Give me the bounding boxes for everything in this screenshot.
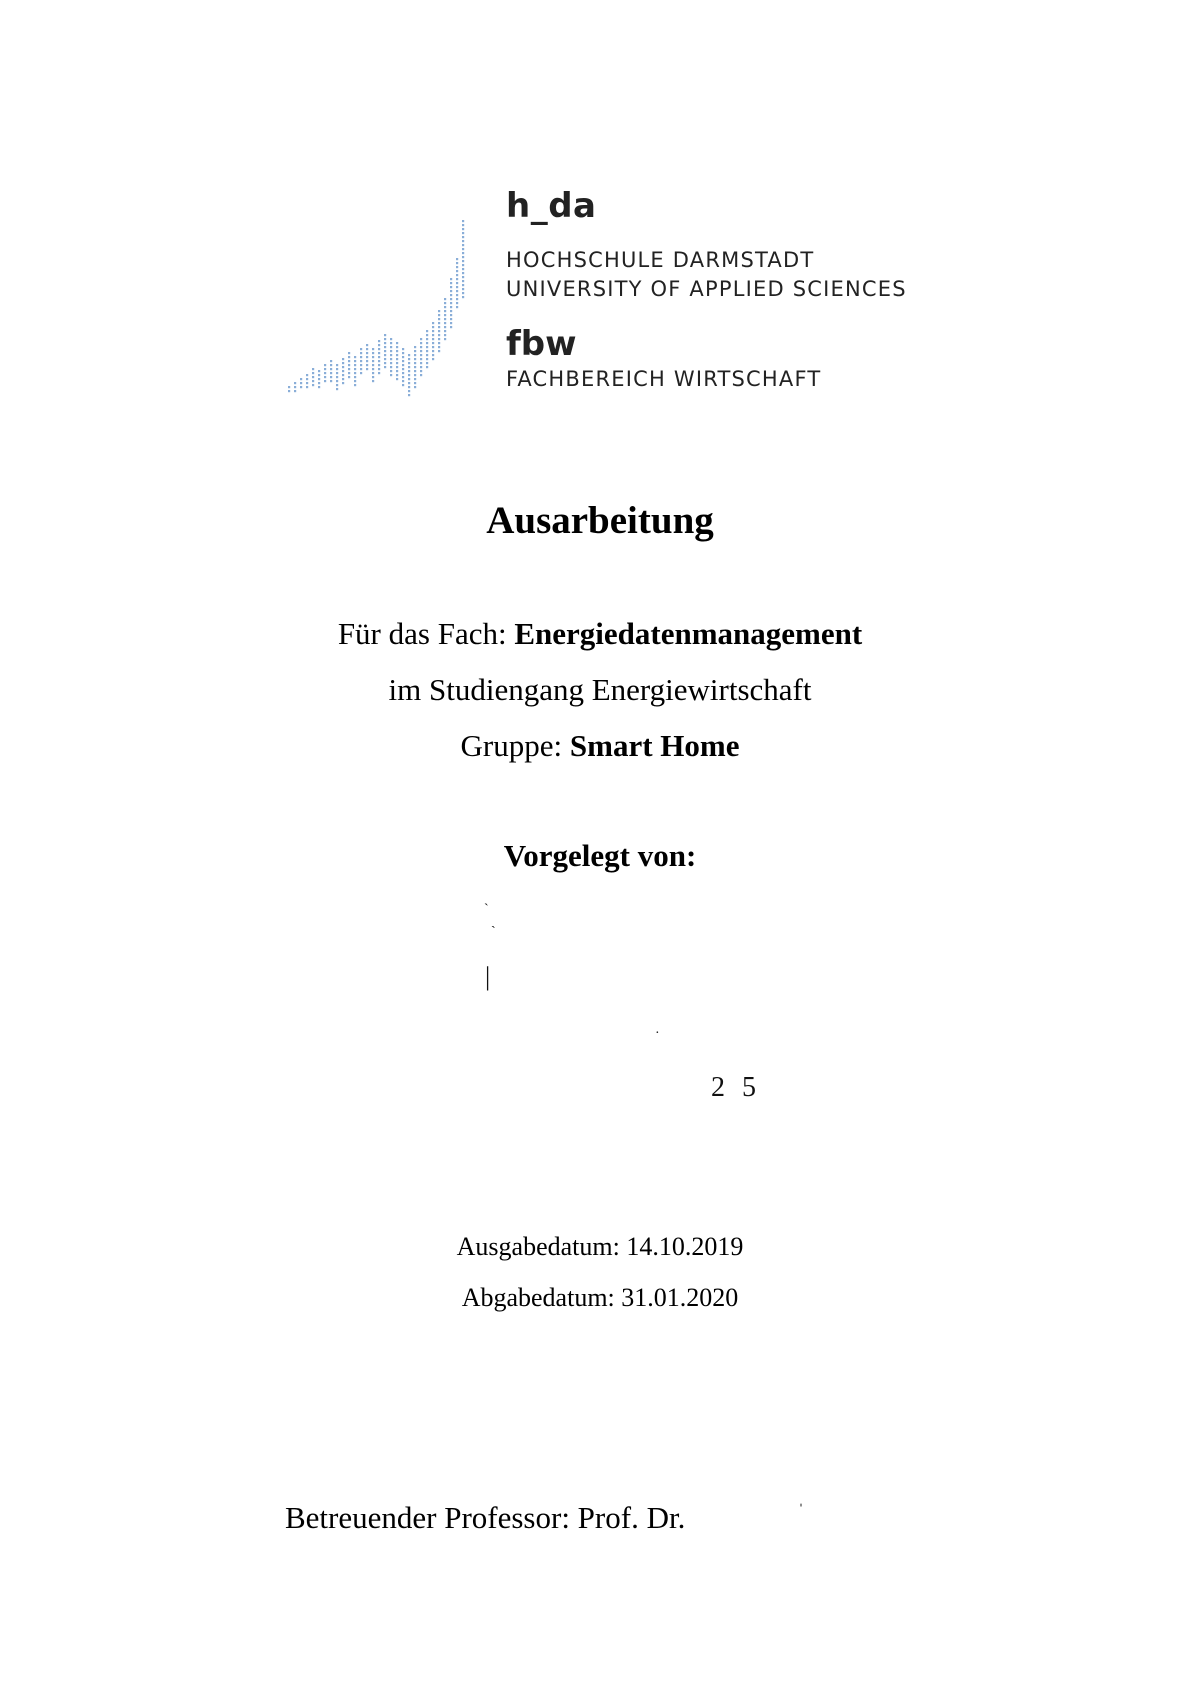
logo-dot <box>318 374 320 376</box>
logo-dot <box>408 394 410 396</box>
logo-dot <box>402 348 404 350</box>
supervising-professor: Betreuender Professor: Prof. Dr. <box>285 1500 686 1535</box>
logo-department: FACHBEREICH WIRTSCHAFT <box>506 367 822 391</box>
logo-dot <box>396 370 398 372</box>
logo-dot <box>354 376 356 378</box>
logo-dot <box>456 262 458 264</box>
logo-dot <box>402 372 404 374</box>
logo-dot <box>312 380 314 382</box>
logo-dot <box>408 374 410 376</box>
logo-dot <box>330 360 332 362</box>
logo-dot <box>456 286 458 288</box>
logo-dot <box>420 350 422 352</box>
logo-dot <box>462 252 464 254</box>
logo-dot <box>462 256 464 258</box>
logo-dot <box>414 362 416 364</box>
logo-dot <box>438 334 440 336</box>
logo-dot <box>450 318 452 320</box>
logo-dot <box>432 358 434 360</box>
logo-dot <box>456 270 458 272</box>
logo-dot <box>408 390 410 392</box>
logo-dot <box>450 298 452 300</box>
logo-dot <box>390 358 392 360</box>
logo-dot <box>420 342 422 344</box>
logo-dot <box>372 368 374 370</box>
document-title: Ausarbeitung <box>486 499 714 542</box>
logo-dot <box>348 372 350 374</box>
logo-dot <box>336 376 338 378</box>
redacted-mark: | <box>485 962 491 991</box>
logo-dot <box>462 240 464 242</box>
logo-dot <box>348 356 350 358</box>
redacted-mark: ˋ <box>484 902 489 917</box>
logo-dot <box>438 338 440 340</box>
logo-dot <box>456 302 458 304</box>
logo-dot <box>462 244 464 246</box>
logo-dot <box>432 334 434 336</box>
logo-dot <box>378 360 380 362</box>
logo-dot <box>354 372 356 374</box>
logo-dot <box>342 362 344 364</box>
logo-dot <box>360 372 362 374</box>
logo-dot <box>348 376 350 378</box>
logo-dot <box>438 326 440 328</box>
logo-dot <box>444 338 446 340</box>
logo-dot <box>396 354 398 356</box>
logo-dot <box>432 350 434 352</box>
logo-dot <box>336 372 338 374</box>
logo-dot <box>384 338 386 340</box>
logo-dot <box>426 330 428 332</box>
logo-dot <box>318 382 320 384</box>
logo-dot <box>456 290 458 292</box>
redacted-mark: 2 <box>711 1072 725 1103</box>
logo-dot <box>330 368 332 370</box>
logo-dot <box>348 368 350 370</box>
logo-dot <box>372 380 374 382</box>
logo-dot <box>396 350 398 352</box>
logo-dot <box>372 376 374 378</box>
logo-dot <box>456 306 458 308</box>
logo-dot <box>426 366 428 368</box>
logo-dot <box>462 276 464 278</box>
redacted-mark: · <box>655 1026 660 1041</box>
logo-dot <box>414 346 416 348</box>
logo-dot <box>312 372 314 374</box>
logo-dot <box>372 364 374 366</box>
logo-dot <box>300 378 302 380</box>
logo-dot <box>408 358 410 360</box>
logo-dot <box>342 378 344 380</box>
group-label: Gruppe: <box>460 728 570 763</box>
logo-dot <box>450 302 452 304</box>
logo-dot <box>396 358 398 360</box>
logo-dot <box>354 356 356 358</box>
logo-dot <box>414 358 416 360</box>
logo-dot <box>312 384 314 386</box>
logo-dot <box>426 342 428 344</box>
logo-dot <box>438 330 440 332</box>
logo-dot <box>324 376 326 378</box>
logo-dot <box>420 370 422 372</box>
logo-dot <box>456 266 458 268</box>
logo-dot <box>438 346 440 348</box>
logo-dot <box>450 326 452 328</box>
logo-dot <box>462 220 464 222</box>
logo-dot <box>408 370 410 372</box>
logo-dot <box>408 386 410 388</box>
logo-dot <box>342 370 344 372</box>
logo-dot <box>384 334 386 336</box>
logo-dot <box>462 236 464 238</box>
logo-dot <box>366 344 368 346</box>
logo-dot <box>324 380 326 382</box>
logo-dot <box>414 378 416 380</box>
logo-dot <box>414 386 416 388</box>
logo-dot <box>420 338 422 340</box>
logo-graph-icon <box>282 218 482 403</box>
logo-dot <box>330 364 332 366</box>
logo-dot <box>420 358 422 360</box>
logo-dot <box>462 224 464 226</box>
logo-dot <box>336 368 338 370</box>
redacted-mark: 5 <box>742 1072 756 1103</box>
logo-dot <box>462 288 464 290</box>
logo-dot <box>456 294 458 296</box>
logo-dot <box>450 322 452 324</box>
logo-dot <box>324 372 326 374</box>
logo-dot <box>432 354 434 356</box>
logo-dot <box>354 360 356 362</box>
logo-dot <box>450 306 452 308</box>
logo-dot <box>372 360 374 362</box>
logo-dot <box>402 360 404 362</box>
logo-dot <box>420 354 422 356</box>
logo-dot <box>342 374 344 376</box>
logo-dot <box>378 356 380 358</box>
logo-dot <box>444 314 446 316</box>
logo-dot <box>372 356 374 358</box>
subject-value: Energiedatenmanagement <box>514 616 863 651</box>
logo-dot <box>294 386 296 388</box>
logo-dot <box>330 380 332 382</box>
logo-dot <box>378 340 380 342</box>
logo-dot <box>402 384 404 386</box>
logo-dot <box>426 338 428 340</box>
logo-dot <box>402 352 404 354</box>
logo-dot <box>462 292 464 294</box>
logo-dot <box>444 330 446 332</box>
logo-dot <box>360 360 362 362</box>
logo-dot <box>390 370 392 372</box>
logo-dot <box>390 374 392 376</box>
logo-dot <box>426 334 428 336</box>
logo-dot <box>366 360 368 362</box>
logo-dot <box>366 348 368 350</box>
logo-dot <box>450 282 452 284</box>
logo-dot <box>288 390 290 392</box>
group-line <box>0 728 1200 764</box>
logo-university-subtitle: UNIVERSITY OF APPLIED SCIENCES <box>506 277 907 301</box>
logo-dot <box>456 258 458 260</box>
logo-dot <box>306 374 308 376</box>
logo-dot <box>438 322 440 324</box>
due-date: Abgabedatum: 31.01.2020 <box>461 1283 739 1312</box>
redacted-mark: ˏ <box>491 914 496 929</box>
logo-dot <box>420 362 422 364</box>
logo-dot <box>396 342 398 344</box>
logo-dot <box>444 334 446 336</box>
logo-dot <box>306 386 308 388</box>
logo-dot <box>366 356 368 358</box>
issue-date: Ausgabedatum: 14.10.2019 <box>456 1232 744 1261</box>
logo-dot <box>438 342 440 344</box>
redacted-mark: ˈ <box>798 1500 804 1520</box>
logo-dot <box>426 358 428 360</box>
logo-dot <box>318 378 320 380</box>
logo-dot <box>378 344 380 346</box>
logo-dot <box>384 354 386 356</box>
logo-dot <box>390 354 392 356</box>
logo-dot <box>432 338 434 340</box>
logo-dot <box>336 384 338 386</box>
logo-dot <box>462 280 464 282</box>
logo-dot <box>396 378 398 380</box>
logo-dot <box>306 382 308 384</box>
logo-dot <box>348 360 350 362</box>
logo-dot <box>348 352 350 354</box>
logo-dot <box>456 298 458 300</box>
logo-dot <box>462 296 464 298</box>
logo-dot <box>438 350 440 352</box>
logo-dot <box>444 318 446 320</box>
logo-dot <box>378 372 380 374</box>
logo-dot <box>360 364 362 366</box>
logo-dot <box>354 364 356 366</box>
logo-dot <box>342 382 344 384</box>
logo-dot <box>396 362 398 364</box>
logo-dot <box>426 354 428 356</box>
logo-dot <box>294 382 296 384</box>
logo-dot <box>408 382 410 384</box>
logo-dot <box>348 364 350 366</box>
logo-dot <box>366 352 368 354</box>
logo-department-short: fbw <box>506 324 577 364</box>
logo-dot <box>372 348 374 350</box>
logo-dot <box>378 352 380 354</box>
logo-dot <box>444 310 446 312</box>
logo-dot <box>450 278 452 280</box>
logo-dot <box>402 368 404 370</box>
logo-dot <box>462 232 464 234</box>
group-value: Smart Home <box>569 728 740 763</box>
logo-dot <box>414 354 416 356</box>
logo-dot <box>432 342 434 344</box>
logo-dot <box>366 364 368 366</box>
logo-dot <box>300 382 302 384</box>
logo-dot <box>396 366 398 368</box>
logo-dot <box>408 366 410 368</box>
logo-dot <box>318 386 320 388</box>
logo-dot <box>450 290 452 292</box>
logo-dot <box>420 346 422 348</box>
logo-dot <box>360 348 362 350</box>
logo-dot <box>432 326 434 328</box>
logo-dot <box>432 346 434 348</box>
logo-dot <box>462 248 464 250</box>
logo-dot <box>402 364 404 366</box>
logo-dot <box>420 374 422 376</box>
logo-dot <box>402 376 404 378</box>
logo-dot <box>378 368 380 370</box>
logo-dot <box>372 372 374 374</box>
logo-dot <box>384 350 386 352</box>
logo-dot <box>390 338 392 340</box>
logo-dot <box>456 274 458 276</box>
logo-dot <box>378 348 380 350</box>
logo-dot <box>450 294 452 296</box>
logo-dot <box>360 352 362 354</box>
logo-dot <box>444 306 446 308</box>
logo-dot <box>318 370 320 372</box>
logo-dot <box>336 364 338 366</box>
logo-dot <box>426 346 428 348</box>
logo-dot <box>312 368 314 370</box>
logo-dot <box>390 362 392 364</box>
logo-dot <box>408 354 410 356</box>
logo-dot <box>324 364 326 366</box>
logo-dot <box>372 352 374 354</box>
logo-dot <box>288 386 290 388</box>
logo-dot <box>390 366 392 368</box>
submitted-by-heading: Vorgelegt von: <box>503 838 697 873</box>
logo-dot <box>426 362 428 364</box>
logo-dot <box>294 390 296 392</box>
logo-dot <box>384 366 386 368</box>
logo-dot <box>396 374 398 376</box>
logo-dot <box>462 260 464 262</box>
logo-dot <box>438 310 440 312</box>
logo-dot <box>438 314 440 316</box>
logo-dot <box>312 376 314 378</box>
logo-dot <box>426 350 428 352</box>
logo-dot <box>330 372 332 374</box>
logo-dot <box>402 356 404 358</box>
logo-dot <box>414 382 416 384</box>
logo-dot <box>414 370 416 372</box>
logo-dot <box>450 314 452 316</box>
logo-dot <box>324 368 326 370</box>
logo-dot <box>420 366 422 368</box>
logo-dot <box>408 362 410 364</box>
logo-dot <box>342 358 344 360</box>
logo-hda: h_da <box>506 186 597 226</box>
logo-dot <box>444 322 446 324</box>
logo-dot <box>384 342 386 344</box>
logo-dot <box>336 380 338 382</box>
logo-dot <box>432 330 434 332</box>
logo-dot <box>450 286 452 288</box>
logo-dot <box>414 366 416 368</box>
logo-dot <box>354 368 356 370</box>
logo-dot <box>462 264 464 266</box>
logo-dot <box>366 368 368 370</box>
logo-dot <box>384 358 386 360</box>
logo-dot <box>300 386 302 388</box>
logo-dot <box>462 228 464 230</box>
logo-dot <box>414 350 416 352</box>
subject-line <box>0 616 1200 652</box>
logo-dot <box>462 268 464 270</box>
logo-dot <box>360 368 362 370</box>
logo-dot <box>462 272 464 274</box>
logo-dot <box>378 364 380 366</box>
logo-dot <box>438 318 440 320</box>
logo-dot <box>444 302 446 304</box>
logo-dot <box>342 366 344 368</box>
logo-dot <box>444 298 446 300</box>
logo-dot <box>456 278 458 280</box>
logo-dot <box>396 346 398 348</box>
logo-dot <box>384 346 386 348</box>
logo-dot <box>402 380 404 382</box>
logo-university-name: HOCHSCHULE DARMSTADT <box>506 248 815 272</box>
logo-dot <box>462 284 464 286</box>
study-program: im Studiengang Energiewirtschaft <box>388 672 812 707</box>
logo-dot <box>330 376 332 378</box>
logo-dot <box>390 350 392 352</box>
logo-dot <box>432 322 434 324</box>
logo-dot <box>336 388 338 390</box>
subject-label: Für das Fach: <box>337 616 515 651</box>
logo-dot <box>450 310 452 312</box>
logo-dot <box>306 378 308 380</box>
logo-dot <box>360 356 362 358</box>
logo-dot <box>354 384 356 386</box>
logo-dot <box>384 362 386 364</box>
logo-dot <box>408 378 410 380</box>
logo-dot <box>390 346 392 348</box>
logo-dot <box>444 326 446 328</box>
logo-dot <box>414 374 416 376</box>
logo-dot <box>456 282 458 284</box>
logo-dot <box>354 380 356 382</box>
logo-dot <box>390 342 392 344</box>
